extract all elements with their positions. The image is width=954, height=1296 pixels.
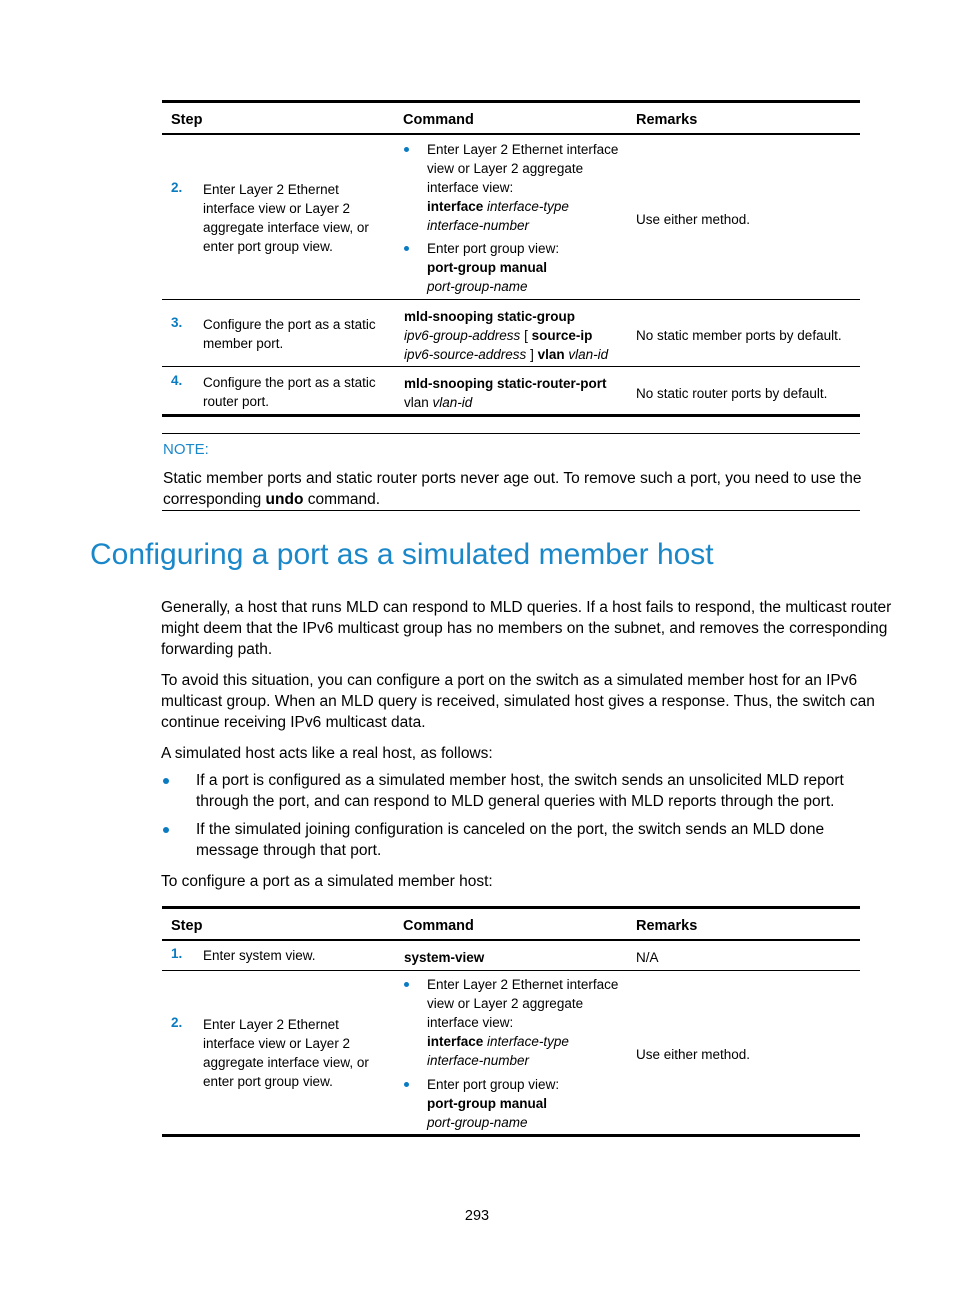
step-description: Enter Layer 2 Ethernet interface view or Layer 2 aggregate interface view, or enter port group view. xyxy=(203,182,369,254)
command-argument: ipv6-group-address xyxy=(404,328,521,343)
page-number: 293 xyxy=(464,1208,490,1224)
command-keyword: undo xyxy=(265,491,304,508)
step-number: 1. xyxy=(171,946,183,961)
paragraph: To avoid this situation, you can configure a port on the switch as a simulated member host for an IPv6 multicast group. When an MLD query is received, simulated host gives a response. Thus, the switch can continue receiving IPv6 multicast data. xyxy=(161,672,875,731)
list-item: If a port is configured as a simulated member host, the switch sends an unsolicited MLD report through the port, and can respond to MLD general queries with MLD reports through the port. xyxy=(196,772,844,810)
col-header-remarks: Remarks xyxy=(636,918,698,934)
note-text: Static member ports and static router ports never age out. To remove such a port, you need to use the corresponding undo command. xyxy=(163,470,862,508)
list-item: If the simulated joining configuration is canceled on the port, the switch sends an MLD done message through that port. xyxy=(196,821,825,859)
bullet-dot xyxy=(404,1082,409,1087)
command-cell: Enter Layer 2 Ethernet interface view or Layer 2 aggregate interface view: interface interface-type interface-number xyxy=(427,977,619,1068)
row-rule xyxy=(162,970,860,971)
bullet-dot xyxy=(163,778,169,784)
note-top-rule xyxy=(162,433,860,434)
command-cell: mld-snooping static-group ipv6-group-address [ source-ip ipv6-source-address ] vlan vlan-id xyxy=(404,309,609,362)
note-bottom-rule xyxy=(162,510,860,511)
command-keyword: system-view xyxy=(404,950,485,965)
command-keyword: vlan xyxy=(537,347,565,362)
section-title: Configuring a port as a simulated member host xyxy=(90,538,714,571)
remarks-cell: N/A xyxy=(636,950,659,965)
command-keyword: mld-snooping static-router-port xyxy=(404,376,607,391)
col-header-command: Command xyxy=(403,918,474,934)
bullet-dot xyxy=(404,982,409,987)
step-number: 3. xyxy=(171,315,183,330)
command-argument: port-group-name xyxy=(427,1115,528,1130)
command-argument: ipv6-source-address xyxy=(404,347,527,362)
remarks-cell: Use either method. xyxy=(636,212,751,227)
table-top-rule xyxy=(162,100,860,103)
col-header-step: Step xyxy=(171,918,203,934)
command-argument: interface-number xyxy=(427,1053,530,1068)
table-bottom-rule xyxy=(162,1134,860,1137)
remarks-cell: Use either method. xyxy=(636,1047,751,1062)
bullet-dot xyxy=(404,147,409,152)
note-label: NOTE: xyxy=(163,441,209,458)
step-number: 2. xyxy=(171,180,183,195)
remarks-cell: No static member ports by default. xyxy=(636,328,842,343)
command-cell: Enter port group view: port-group manual port-group-name xyxy=(427,1077,560,1130)
table-bottom-rule xyxy=(162,414,860,417)
command-keyword: mld-snooping static-group xyxy=(404,309,575,324)
command-keyword: source-ip xyxy=(531,328,593,343)
remarks-cell: No static router ports by default. xyxy=(636,386,828,401)
row-rule xyxy=(162,299,860,300)
header-rule xyxy=(162,939,860,941)
command-cell: mld-snooping static-router-port vlan vlan-id xyxy=(404,376,607,410)
command-argument: port-group-name xyxy=(427,279,528,294)
step-number: 2. xyxy=(171,1015,183,1030)
table-top-rule xyxy=(162,906,860,909)
step-description: Enter Layer 2 Ethernet interface view or Layer 2 aggregate interface view, or enter port group view. xyxy=(203,1017,369,1089)
command-argument: vlan-id xyxy=(568,347,609,362)
step-number: 4. xyxy=(171,373,183,388)
command-cell: Enter port group view: port-group manual port-group-name xyxy=(427,241,560,294)
col-header-command: Command xyxy=(403,112,474,128)
command-argument: interface-type xyxy=(487,1034,569,1049)
step-description: Configure the port as a static member port. xyxy=(203,317,376,351)
col-header-remarks: Remarks xyxy=(636,112,698,128)
step-description: Configure the port as a static router port. xyxy=(203,375,376,409)
command-keyword: port-group manual xyxy=(427,1096,547,1111)
paragraph: A simulated host acts like a real host, as follows: xyxy=(161,745,493,762)
command-keyword: port-group manual xyxy=(427,260,547,275)
paragraph: To configure a port as a simulated member host: xyxy=(161,873,493,890)
command-argument: vlan-id xyxy=(432,395,473,410)
step-description: Enter system view. xyxy=(203,948,316,963)
row-rule xyxy=(162,366,860,367)
command-argument: interface-type xyxy=(487,199,569,214)
command-cell: Enter Layer 2 Ethernet interface view or Layer 2 aggregate interface view: interface interface-type interface-number xyxy=(427,142,619,233)
bullet-dot xyxy=(404,246,409,251)
command-keyword: interface xyxy=(427,199,484,214)
bullet-dot xyxy=(163,827,169,833)
command-argument: interface-number xyxy=(427,218,530,233)
paragraph: Generally, a host that runs MLD can respond to MLD queries. If a host fails to respond, the multicast router might deem that the IPv6 multicast group has no members on the subnet, and removes the corresponding forwarding path. xyxy=(161,599,892,658)
header-rule xyxy=(162,133,860,135)
command-keyword: interface xyxy=(427,1034,484,1049)
col-header-step: Step xyxy=(171,112,203,128)
